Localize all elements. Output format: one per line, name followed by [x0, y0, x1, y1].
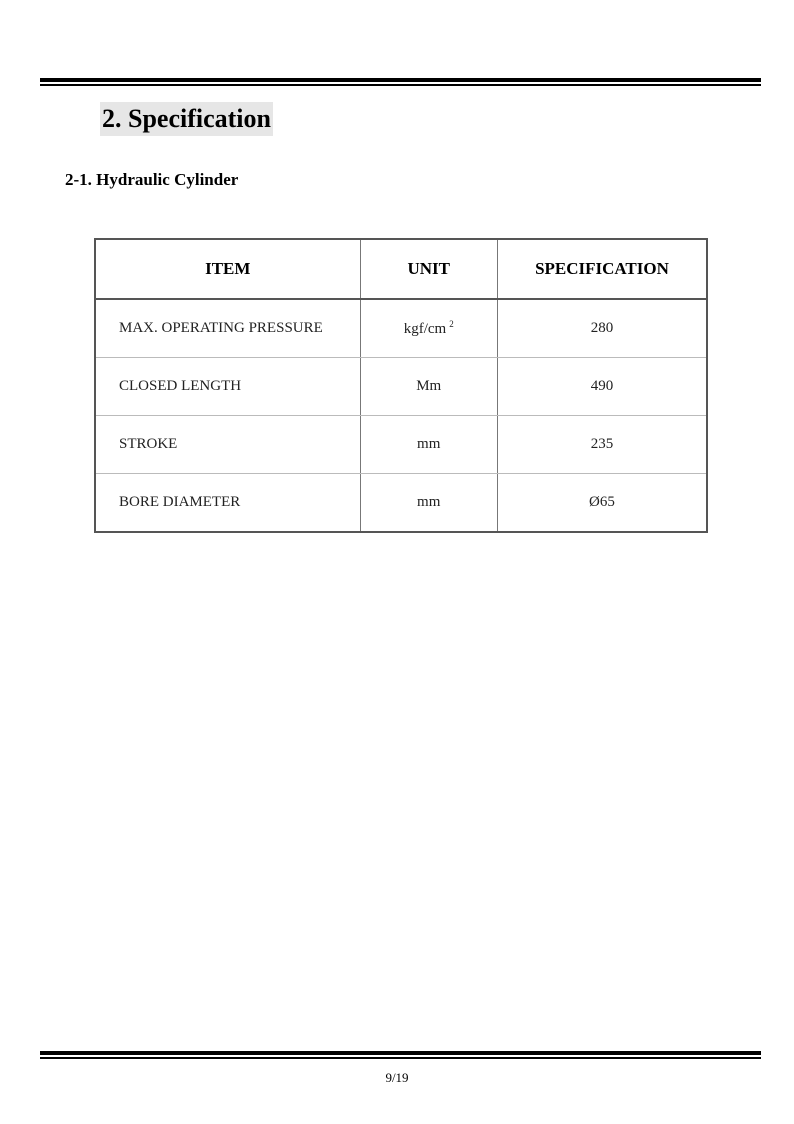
row-unit: mm — [360, 416, 497, 474]
row-item: MAX. OPERATING PRESSURE — [95, 299, 360, 358]
header-specification: SPECIFICATION — [497, 239, 707, 299]
top-rule-thin — [40, 84, 761, 86]
row-spec: Ø65 — [497, 474, 707, 533]
row-item: CLOSED LENGTH — [95, 358, 360, 416]
subsection-title: 2-1. Hydraulic Cylinder — [65, 170, 239, 189]
bottom-rule-thin — [40, 1057, 761, 1059]
row-spec: 490 — [497, 358, 707, 416]
specification-table — [94, 238, 708, 533]
row-spec: 235 — [497, 416, 707, 474]
bottom-rule-thick — [40, 1051, 761, 1055]
page-number: 9/19 — [385, 1070, 409, 1085]
unit-superscript: 2 — [449, 319, 454, 329]
table-header-row — [95, 239, 707, 299]
table-row — [95, 474, 707, 533]
row-unit: mm — [360, 474, 497, 533]
table-row — [95, 416, 707, 474]
row-item: BORE DIAMETER — [95, 474, 360, 533]
section-title: 2. Specification — [100, 102, 273, 136]
row-unit — [360, 299, 497, 358]
top-rule-thick — [40, 78, 761, 82]
header-item: ITEM — [95, 239, 360, 299]
top-double-rule — [40, 78, 761, 86]
table-row — [95, 358, 707, 416]
row-spec: 280 — [497, 299, 707, 358]
header-unit: UNIT — [360, 239, 497, 299]
row-unit: Mm — [360, 358, 497, 416]
row-item: STROKE — [95, 416, 360, 474]
bottom-double-rule — [40, 1051, 761, 1059]
unit-text: kgf/cm — [403, 321, 447, 337]
table-row — [95, 299, 707, 358]
